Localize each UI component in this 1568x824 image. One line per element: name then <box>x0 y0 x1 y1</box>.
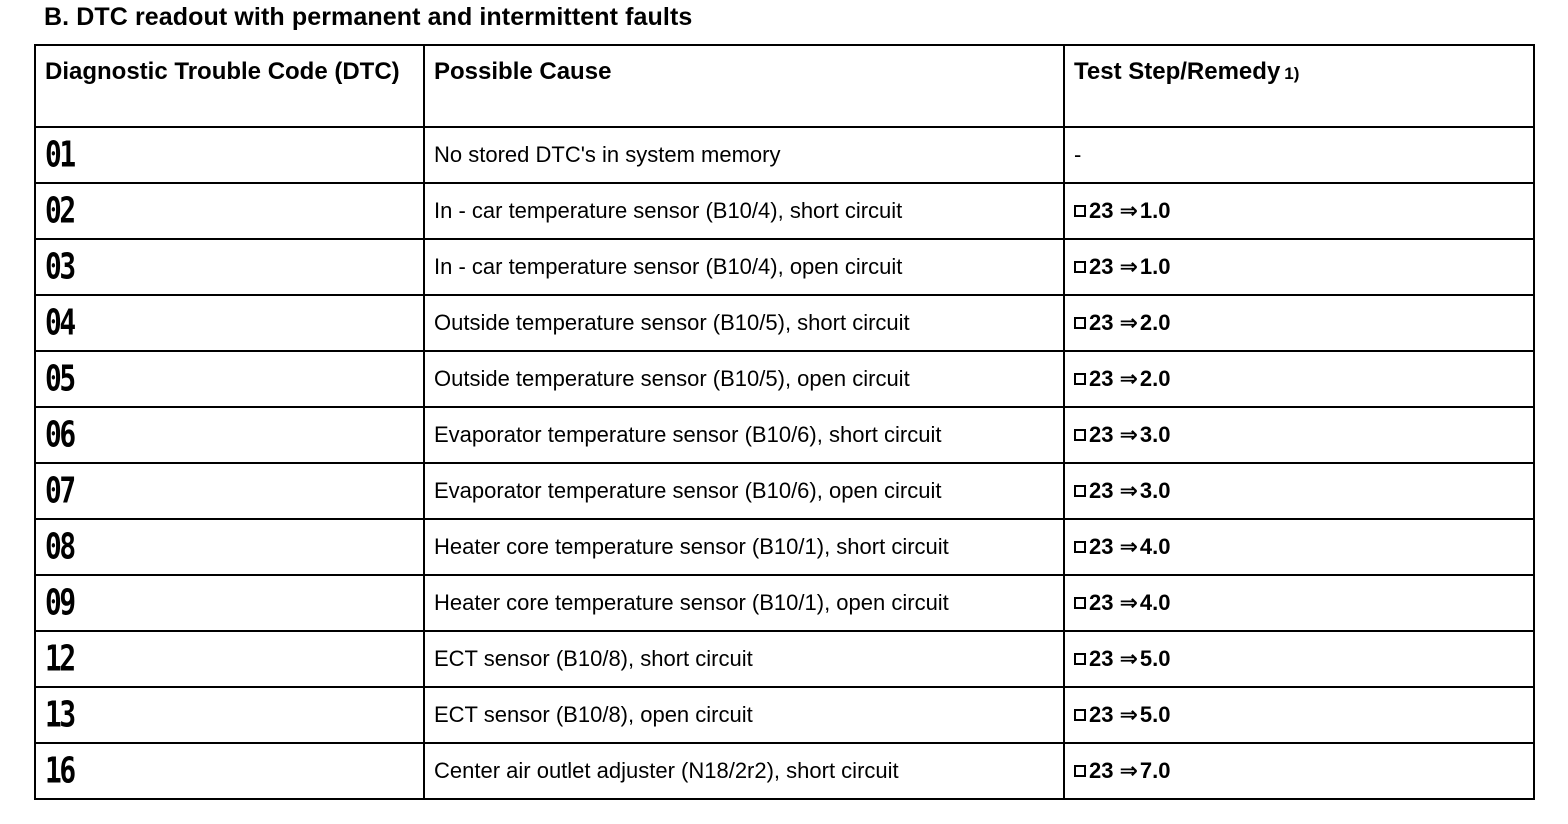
table-row <box>35 631 1534 687</box>
test-step-remedy <box>1064 239 1534 295</box>
test-step-remedy <box>1064 687 1534 743</box>
possible-cause: Evaporator temperature sensor (B10/6), short circuit <box>424 407 1064 463</box>
remedy-step: 7.0 <box>1139 758 1171 783</box>
header-dtc: Diagnostic Trouble Code (DTC) <box>35 45 424 127</box>
dtc-table <box>34 44 1535 800</box>
remedy-page: 23 <box>1089 534 1114 559</box>
section-title: B. DTC readout with permanent and intermittent faults <box>44 3 693 31</box>
remedy-page: 23 <box>1089 646 1114 671</box>
arrow-right-icon: ⇒ <box>1119 535 1138 560</box>
dtc-code: 01 <box>35 126 424 185</box>
possible-cause: In - car temperature sensor (B10/4), open circuit <box>424 239 1064 295</box>
dtc-code: 07 <box>35 462 424 521</box>
arrow-right-icon: ⇒ <box>1119 703 1138 728</box>
arrow-right-icon: ⇒ <box>1119 255 1138 280</box>
possible-cause: Outside temperature sensor (B10/5), short circuit <box>424 295 1064 351</box>
test-step-remedy <box>1064 351 1534 407</box>
page-reference-icon <box>1074 765 1086 777</box>
arrow-right-icon: ⇒ <box>1119 647 1138 672</box>
possible-cause: ECT sensor (B10/8), open circuit <box>424 687 1064 743</box>
possible-cause: Outside temperature sensor (B10/5), open circuit <box>424 351 1064 407</box>
remedy-page: 23 <box>1089 702 1114 727</box>
test-step-remedy <box>1064 519 1534 575</box>
test-step-remedy <box>1064 575 1534 631</box>
table-row <box>35 743 1534 799</box>
table-row <box>35 351 1534 407</box>
table-row <box>35 295 1534 351</box>
possible-cause: No stored DTC's in system memory <box>424 127 1064 183</box>
remedy-step: 4.0 <box>1139 590 1171 615</box>
remedy-none: - <box>1074 142 1082 167</box>
arrow-right-icon: ⇒ <box>1119 591 1138 616</box>
test-step-remedy <box>1064 127 1534 183</box>
page-reference-icon <box>1074 261 1086 273</box>
table-row <box>35 183 1534 239</box>
remedy-page: 23 <box>1089 366 1114 391</box>
remedy-step: 2.0 <box>1139 310 1171 335</box>
table-row <box>35 127 1534 183</box>
table-row <box>35 463 1534 519</box>
remedy-step: 3.0 <box>1139 422 1171 447</box>
remedy-step: 2.0 <box>1139 366 1171 391</box>
possible-cause: Heater core temperature sensor (B10/1), open circuit <box>424 575 1064 631</box>
remedy-page: 23 <box>1089 254 1114 279</box>
test-step-remedy <box>1064 183 1534 239</box>
table-row <box>35 407 1534 463</box>
remedy-page: 23 <box>1089 198 1114 223</box>
dtc-code: 09 <box>35 574 424 633</box>
test-step-remedy <box>1064 631 1534 687</box>
remedy-page: 23 <box>1089 310 1114 335</box>
header-test-step-remedy: Test Step/Remedy 1) <box>1064 45 1534 127</box>
page-reference-icon <box>1074 709 1086 721</box>
arrow-right-icon: ⇒ <box>1119 759 1138 784</box>
possible-cause: Heater core temperature sensor (B10/1), short circuit <box>424 519 1064 575</box>
remedy-page: 23 <box>1089 478 1114 503</box>
page-reference-icon <box>1074 205 1086 217</box>
dtc-code: 16 <box>35 742 424 801</box>
page-reference-icon <box>1074 541 1086 553</box>
possible-cause: Center air outlet adjuster (N18/2r2), short circuit <box>424 743 1064 799</box>
table-row <box>35 519 1534 575</box>
remedy-page: 23 <box>1089 758 1114 783</box>
arrow-right-icon: ⇒ <box>1119 423 1138 448</box>
table-row <box>35 687 1534 743</box>
possible-cause: In - car temperature sensor (B10/4), short circuit <box>424 183 1064 239</box>
footnote-marker: 1) <box>1284 64 1300 83</box>
test-step-remedy <box>1064 295 1534 351</box>
page-reference-icon <box>1074 653 1086 665</box>
table-row <box>35 239 1534 295</box>
table-body <box>35 127 1534 799</box>
possible-cause: ECT sensor (B10/8), short circuit <box>424 631 1064 687</box>
arrow-right-icon: ⇒ <box>1119 199 1138 224</box>
dtc-code: 02 <box>35 182 424 241</box>
remedy-page: 23 <box>1089 422 1114 447</box>
test-step-remedy <box>1064 463 1534 519</box>
remedy-step: 3.0 <box>1139 478 1171 503</box>
arrow-right-icon: ⇒ <box>1119 367 1138 392</box>
remedy-step: 5.0 <box>1139 702 1171 727</box>
remedy-step: 5.0 <box>1139 646 1171 671</box>
dtc-code: 12 <box>35 630 424 689</box>
page-reference-icon <box>1074 485 1086 497</box>
possible-cause: Evaporator temperature sensor (B10/6), open circuit <box>424 463 1064 519</box>
remedy-step: 1.0 <box>1139 198 1171 223</box>
page-reference-icon <box>1074 597 1086 609</box>
dtc-code: 05 <box>35 350 424 409</box>
remedy-step: 4.0 <box>1139 534 1171 559</box>
dtc-code: 13 <box>35 686 424 745</box>
page-reference-icon <box>1074 429 1086 441</box>
table-row <box>35 575 1534 631</box>
dtc-code: 06 <box>35 406 424 465</box>
page-reference-icon <box>1074 317 1086 329</box>
dtc-code: 08 <box>35 518 424 577</box>
header-possible-cause: Possible Cause <box>424 45 1064 127</box>
arrow-right-icon: ⇒ <box>1119 479 1138 504</box>
test-step-remedy <box>1064 743 1534 799</box>
test-step-remedy <box>1064 407 1534 463</box>
remedy-step: 1.0 <box>1139 254 1171 279</box>
arrow-right-icon: ⇒ <box>1119 311 1138 336</box>
table-header-row <box>35 45 1534 127</box>
remedy-page: 23 <box>1089 590 1114 615</box>
page-reference-icon <box>1074 373 1086 385</box>
dtc-code: 04 <box>35 294 424 353</box>
dtc-code: 03 <box>35 238 424 297</box>
